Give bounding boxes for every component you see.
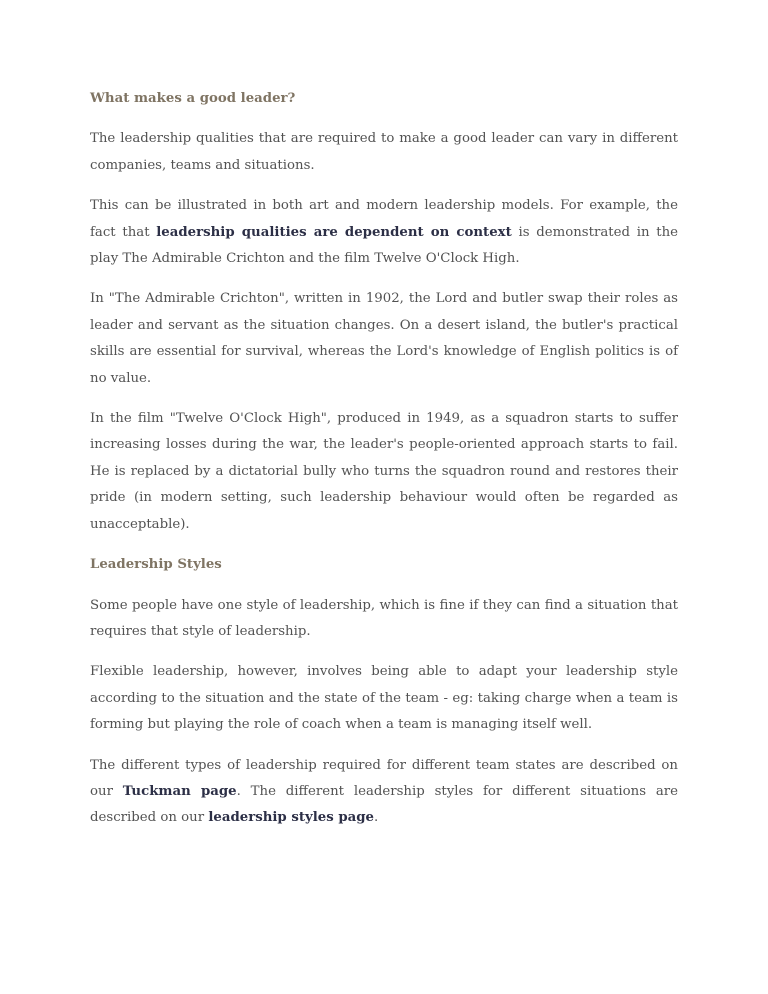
link-tuckman-page[interactable]: Tuckman page — [122, 783, 237, 799]
paragraph-leadership-types — [90, 753, 678, 832]
paragraph-text: . — [374, 810, 379, 826]
link-leadership-qualities-context[interactable]: leadership qualities are dependent on context — [156, 224, 512, 240]
paragraph-art-and-models — [90, 193, 678, 272]
document-body — [90, 86, 678, 846]
heading-leadership-styles: Leadership Styles — [90, 557, 222, 573]
paragraph-flexible-leadership: Flexible leadership, however, involves being able to adapt your leadership style according to the situation and the state of the team - eg: taking charge when a team is forming but playing the role of coach when a team is managing itself well. — [90, 664, 678, 733]
paragraph-text: . The different leadership styles for different situations are described on our — [90, 783, 678, 826]
paragraph-text: The different types of leadership required for different team states are described on our — [90, 757, 678, 799]
paragraph-text: This can be illustrated in both art and modern leadership models. For example, the fact that — [90, 198, 678, 240]
paragraph-twelve-oclock-high: In the film "Twelve O'Clock High", produced in 1949, as a squadron starts to suffer increasing losses during the war, the leader's people-oriented approach starts to fail. He is replaced by a dictatorial bully who turns the squadron round and restores their pride (in modern setting, such leadership behaviour would often be regarded as unacceptable). — [90, 411, 678, 532]
heading-what-makes-a-good-leader: What makes a good leader? — [90, 91, 296, 106]
paragraph-intro: The leadership qualities that are required to make a good leader can vary in different companies, teams and situations. — [90, 131, 678, 173]
paragraph-one-style: Some people have one style of leadership, which is fine if they can find a situation that requires that style of leadership. — [90, 597, 678, 639]
paragraph-text: is demonstrated in the play The Admirable Crichton and the film Twelve O'Clock High. — [90, 224, 678, 267]
paragraph-admirable-crichton: In "The Admirable Crichton", written in 1902, the Lord and butler swap their roles as leader and servant as the situation changes. On a desert island, the butler's practical skills are essential for survival, whereas the Lord's knowledge of English politics is of no value. — [90, 291, 678, 386]
link-leadership-styles-page[interactable]: leadership styles page — [208, 810, 375, 826]
